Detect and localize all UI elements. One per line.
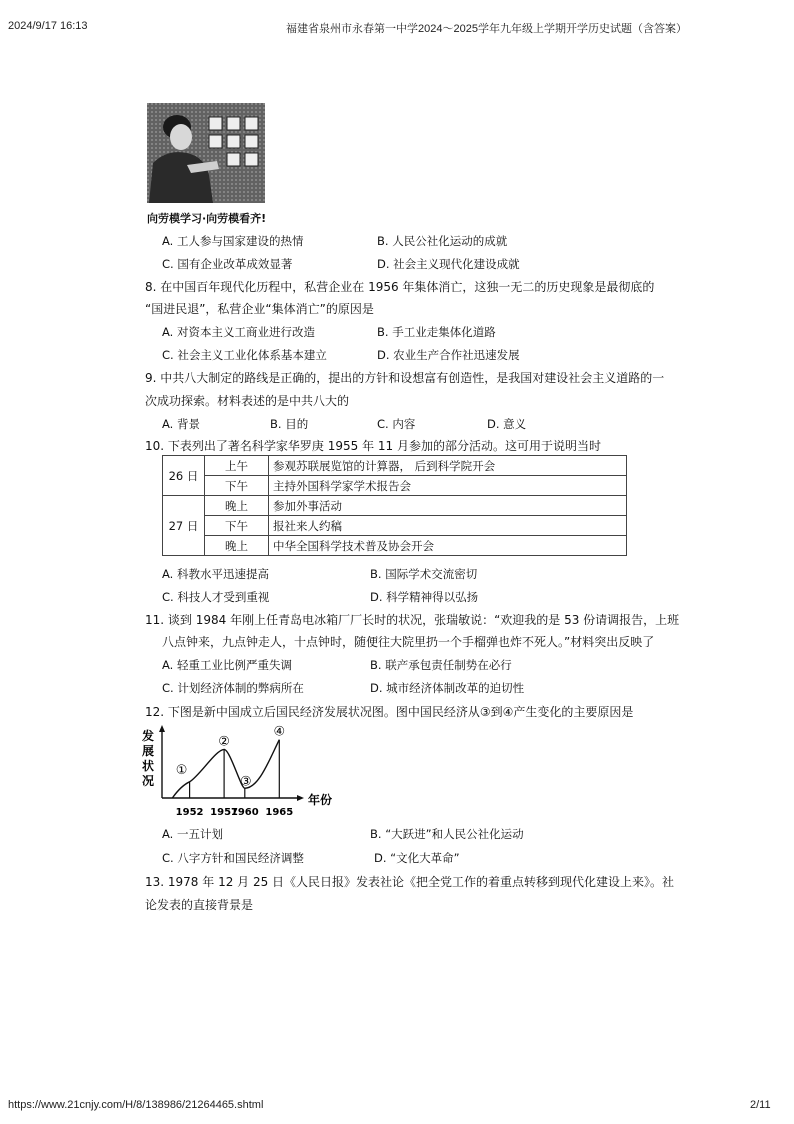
day-cell-27: 27 日 — [163, 496, 205, 556]
q8-option-a[interactable]: A. 对资本主义工商业进行改造 — [162, 325, 315, 339]
economy-chart — [140, 724, 370, 824]
q9-option-d[interactable]: D. 意义 — [487, 417, 527, 431]
q7-option-c[interactable]: C. 国有企业改革成效显著 — [162, 257, 293, 271]
q10-option-a[interactable]: A. 科教水平迅速提高 — [162, 567, 269, 581]
activity-cell: 主持外国科学家学术报告会 — [269, 476, 627, 496]
q13-stem-line1: 13. 1978 年 12 月 25 日《人民日报》发表社论《把全党工作的着重点转移到现代化建设上来》。社 — [145, 875, 675, 889]
q9-option-a[interactable]: A. 背景 — [162, 417, 200, 431]
time-cell: 上午 — [205, 456, 269, 476]
activity-cell: 参观苏联展览馆的计算器， 后到科学院开会 — [269, 456, 627, 476]
x-tick-label: 1965 — [265, 807, 294, 818]
x-tick-label: 1957 — [210, 807, 239, 818]
data-point-marker: ② — [218, 734, 230, 750]
time-cell: 下午 — [205, 476, 269, 496]
y-axis-label-char: 况 — [142, 774, 155, 788]
q8-option-d[interactable]: D. 农业生产合作社迅速发展 — [377, 348, 520, 362]
q12-option-d[interactable]: D. “文化大革命” — [374, 851, 460, 865]
time-cell: 晚上 — [205, 496, 269, 516]
x-tick-label: 1960 — [230, 807, 259, 818]
activity-cell: 中华全国科学技术普及协会开会 — [269, 536, 627, 556]
table-row — [163, 456, 627, 476]
labor-model-photo — [147, 103, 265, 203]
q8-option-c[interactable]: C. 社会主义工业化体系基本建立 — [162, 348, 327, 362]
table-row — [163, 496, 627, 516]
activity-cell: 参加外事活动 — [269, 496, 627, 516]
data-point-marker: ③ — [239, 774, 252, 790]
table-row — [163, 536, 627, 556]
schedule-table — [162, 455, 627, 556]
q8-option-b[interactable]: B. 手工业走集体化道路 — [377, 325, 496, 339]
q11-option-a[interactable]: A. 轻重工业比例严重失调 — [162, 658, 292, 672]
q11-option-d[interactable]: D. 城市经济体制改革的迫切性 — [370, 681, 525, 695]
q11-option-b[interactable]: B. 联产承包责任制势在必行 — [370, 658, 512, 672]
q7-option-a[interactable]: A. 工人参与国家建设的热情 — [162, 234, 304, 248]
activity-cell: 报社来人约稿 — [269, 516, 627, 536]
document-title: 福建省泉州市永春第一中学2024～2025学年九年级上学期开学历史试题（含答案） — [286, 23, 687, 35]
q12-option-a[interactable]: A. 一五计划 — [162, 827, 223, 841]
q11-stem-line1: 11. 谈到 1984 年刚上任青岛电冰箱厂厂长时的状况，张瑞敏说：“欢迎我的是 53 份请调报告，上班 — [145, 613, 680, 627]
q12-option-b[interactable]: B. “大跃进”和人民公社化运动 — [370, 827, 524, 841]
q7-option-b[interactable]: B. 人民公社化运动的成就 — [377, 234, 508, 248]
page-number: 2/11 — [750, 1099, 771, 1111]
data-point-marker: ① — [175, 762, 188, 778]
y-axis-label-char: 展 — [142, 744, 155, 758]
time-cell: 下午 — [205, 516, 269, 536]
q10-option-d[interactable]: D. 科学精神得以弘扬 — [370, 590, 479, 604]
table-row — [163, 476, 627, 496]
y-axis-label-char: 状 — [142, 759, 155, 773]
q10-option-c[interactable]: C. 科技人才受到重视 — [162, 590, 270, 604]
q10-stem: 10. 下表列出了著名科学家华罗庚 1955 年 11 月参加的部分活动。这可用于说明当时 — [145, 439, 601, 453]
data-point-marker: ④ — [273, 724, 286, 740]
x-axis-arrow — [297, 795, 304, 801]
q12-stem: 12. 下图是新中国成立后国民经济发展状况图。图中国民经济从③到④产生变化的主要原因是 — [145, 705, 634, 719]
print-datetime: 2024/9/17 16:13 — [8, 20, 88, 32]
q11-stem-line2: 八点钟来，九点钟走人，十点钟时，随便往大院里扔一个手榴弹也炸不死人。”材料突出反映了 — [162, 635, 655, 649]
x-tick-label: 1952 — [175, 807, 204, 818]
labor-model-photo-graphic — [147, 103, 265, 203]
page-url: https://www.21cnjy.com/H/8/138986/21264465.shtml — [8, 1099, 264, 1111]
q8-stem-line2: “国进民退”，私营企业“集体消亡”的原因是 — [145, 302, 374, 316]
q13-stem-line2: 论发表的直接背景是 — [145, 898, 254, 912]
time-cell: 晚上 — [205, 536, 269, 556]
y-axis-label-char: 发 — [142, 729, 155, 743]
y-axis-arrow — [159, 725, 165, 732]
q9-option-b[interactable]: B. 目的 — [270, 417, 309, 431]
x-axis-label: 年份 — [308, 793, 333, 807]
q9-option-c[interactable]: C. 内容 — [377, 417, 416, 431]
q9-stem-line2: 次成功探索。材料表述的是中共八大的 — [145, 394, 350, 408]
q7-option-d[interactable]: D. 社会主义现代化建设成就 — [377, 257, 520, 271]
q10-option-b[interactable]: B. 国际学术交流密切 — [370, 567, 478, 581]
day-cell-26: 26 日 — [163, 456, 205, 496]
table-row — [163, 516, 627, 536]
q8-stem-line1: 8. 在中国百年现代化历程中，私营企业在 1956 年集体消亡，这独一无二的历史现象是最彻底的 — [145, 280, 655, 294]
photo-caption: 向劳模学习·向劳模看齐! — [147, 212, 267, 225]
q11-option-c[interactable]: C. 计划经济体制的弊病所在 — [162, 681, 304, 695]
q9-stem-line1: 9. 中共八大制定的路线是正确的，提出的方针和设想富有创造性，是我国对建设社会主义道路的一 — [145, 371, 665, 385]
q12-option-c[interactable]: C. 八字方针和国民经济调整 — [162, 851, 304, 865]
